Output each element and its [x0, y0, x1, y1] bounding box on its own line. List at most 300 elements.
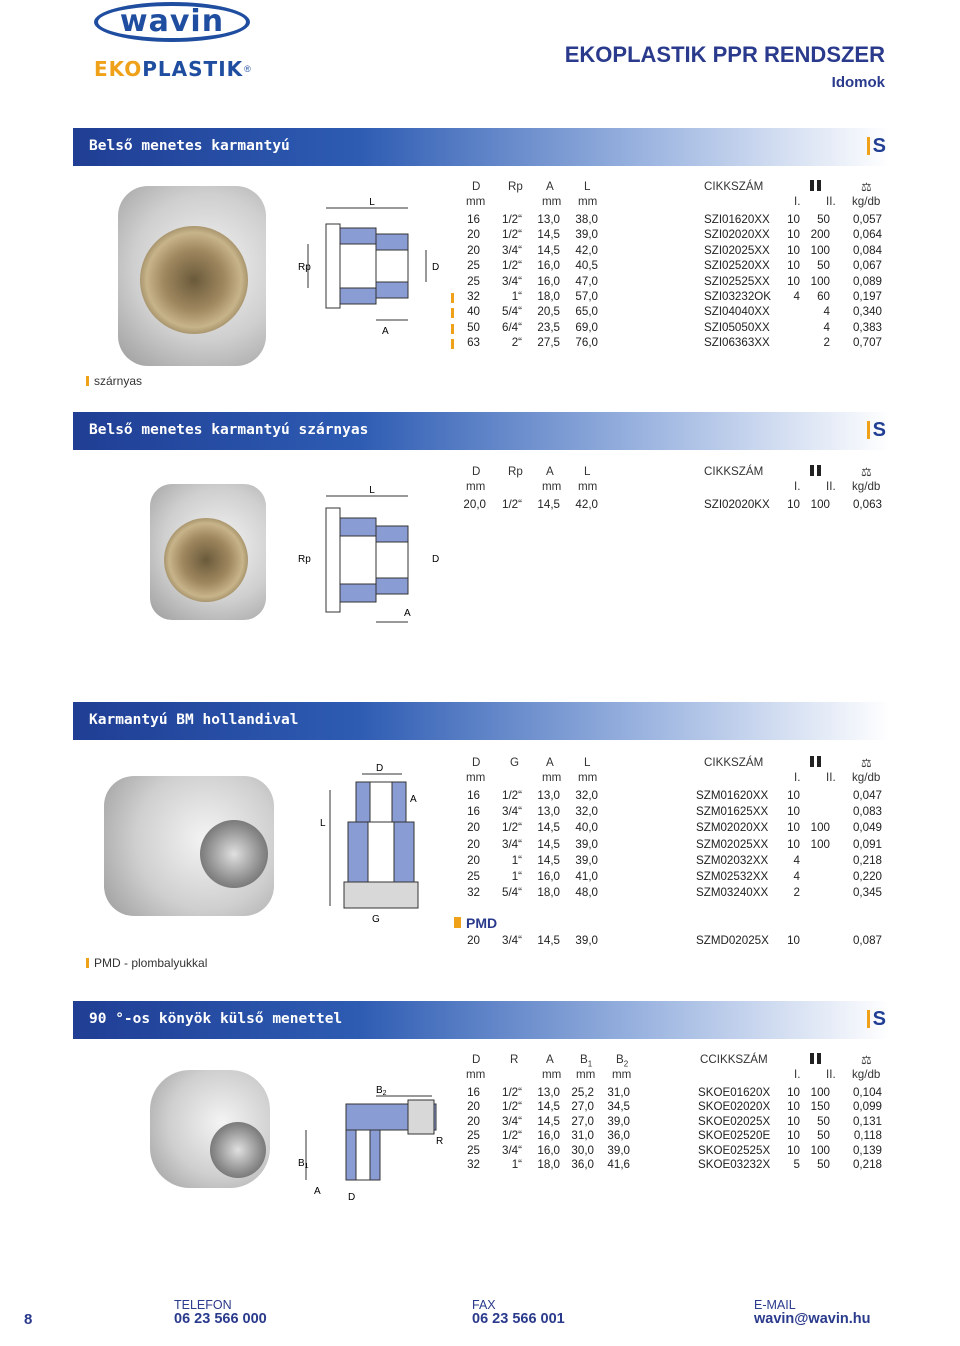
page-title: EKOPLASTIK PPR RENDSZER	[564, 42, 885, 67]
cell-rp: 1/2“	[502, 228, 522, 242]
product-photo-union-socket	[104, 776, 274, 916]
cell-a: 14,5	[537, 243, 560, 257]
logo-plastik-text: PLASTIK	[142, 57, 244, 81]
dim-label-a: A	[382, 326, 389, 337]
cell-l: 38,0	[575, 213, 598, 226]
cell-r: 1/2“	[502, 1086, 522, 1099]
package-gift-icon	[810, 180, 821, 194]
unit-mm: mm	[578, 771, 598, 784]
cell-p2: 100	[810, 274, 830, 288]
badge-tick-icon	[867, 421, 870, 439]
package-gift-icon	[810, 1053, 821, 1067]
cell-l: 40,5	[575, 259, 598, 273]
col-d-header: D	[472, 465, 481, 478]
table-row	[460, 290, 884, 305]
dim-label-l: L	[369, 485, 375, 496]
col-l-header: L	[584, 180, 591, 193]
cell-p2: 200	[810, 228, 830, 242]
col-pack1-header: I.	[794, 1068, 801, 1081]
cell-kg: 0,383	[852, 320, 882, 334]
cell-kg: 0,139	[852, 1143, 882, 1157]
dim-label-d: D	[432, 262, 440, 273]
cell-p2: 100	[810, 1143, 830, 1157]
table-row	[460, 870, 884, 885]
cell-p1: 10	[787, 821, 800, 835]
cell-kg: 0,197	[852, 290, 882, 303]
table-row	[460, 1158, 884, 1173]
cell-d: 25	[467, 259, 480, 273]
cell-code: SKOE03232X	[698, 1158, 771, 1171]
col-b2-header: $B_2$	[616, 1053, 629, 1069]
footer-phone: 06 23 566 000	[174, 1311, 267, 1327]
cell-p1: 10	[787, 1143, 800, 1157]
dim-label-g: G	[372, 914, 380, 925]
unit-mm: mm	[466, 480, 486, 493]
cell-code: SZM02020XX	[696, 821, 769, 835]
footer-fax-label: FAX	[472, 1298, 496, 1312]
cell-kg: 0,131	[852, 1114, 882, 1128]
col-code-header: CCIKKSZÁM	[700, 1053, 768, 1066]
cell-p1: 10	[787, 1114, 800, 1128]
col-g-header: G	[510, 756, 520, 769]
cell-a: 14,5	[537, 1100, 560, 1114]
cell-code: SZM03240XX	[696, 886, 769, 900]
cell-kg: 0,083	[852, 805, 882, 819]
unit-mm: mm	[578, 195, 598, 208]
pmd-subheading	[454, 915, 497, 931]
cell-l: 65,0	[575, 305, 598, 319]
col-l-header: L	[584, 465, 591, 478]
cell-p2: 150	[810, 1100, 830, 1114]
dim-label-b2: $B_2$	[376, 1085, 387, 1097]
cell-a: 18,0	[537, 1158, 560, 1171]
cell-p2: 50	[817, 213, 830, 226]
dim-label-r: R	[436, 1136, 444, 1147]
cell-d: 63	[467, 336, 480, 350]
cell-rp: 6/4“	[502, 320, 522, 334]
cell-l: 32,0	[575, 789, 598, 802]
cell-code: SKOE02520E	[698, 1129, 771, 1143]
technical-drawing-elbow	[296, 1082, 466, 1202]
col-pack1-header: I.	[794, 195, 801, 208]
cell-a: 14,5	[537, 934, 560, 947]
cell-d: 32	[467, 290, 480, 303]
cell-b2: 39,0	[607, 1114, 630, 1128]
table-row	[460, 1129, 884, 1144]
table-row	[460, 275, 884, 290]
col-pack2-header: II.	[826, 480, 836, 493]
cell-b1: 25,2	[571, 1086, 594, 1099]
badge-letter: S	[872, 135, 886, 157]
table-row	[460, 213, 884, 228]
table-row	[460, 244, 884, 259]
logo-eko-text: EKO	[94, 57, 143, 81]
cell-p1: 10	[787, 274, 800, 288]
col-b1-header: $B_1$	[580, 1053, 593, 1069]
cell-b2: 39,0	[607, 1143, 630, 1157]
cell-l: 39,0	[575, 934, 598, 947]
col-a-header: A	[546, 180, 554, 193]
cell-d: 25	[467, 1129, 480, 1143]
legend-marker-icon	[86, 376, 89, 386]
cell-kg: 0,089	[852, 274, 882, 288]
dim-label-a: A	[404, 608, 411, 619]
cell-d: 32	[467, 1158, 480, 1171]
cell-code: SZI03232OK	[704, 290, 772, 303]
cell-p1: 4	[793, 853, 800, 867]
cell-d: 16	[467, 1086, 480, 1099]
cell-p2: 50	[817, 1114, 830, 1128]
thread-hole	[140, 226, 248, 334]
cell-p2: 50	[817, 1158, 830, 1171]
cell-p1: 10	[787, 789, 800, 802]
cell-code: SZM01625XX	[696, 805, 769, 819]
table-row	[460, 934, 884, 949]
cell-d: 20	[467, 1100, 480, 1114]
col-a-header: A	[546, 756, 554, 769]
cell-code: SZI02525XX	[704, 274, 770, 288]
cell-p1: 10	[787, 498, 800, 511]
table-row	[460, 1086, 884, 1101]
package-gift-icon	[810, 756, 821, 770]
cell-kg: 0,220	[852, 870, 882, 883]
cell-code: SZM01620XX	[696, 789, 769, 802]
col-d-header: D	[472, 180, 481, 193]
footer-email[interactable]: wavin@wavin.hu	[754, 1311, 871, 1327]
cell-kg: 0,063	[852, 498, 882, 511]
cell-code: SZI02020XX	[704, 228, 770, 242]
cell-p1: 10	[787, 1100, 800, 1114]
cell-rp: 1/2“	[502, 259, 522, 273]
cell-b1: 27,0	[571, 1100, 594, 1114]
cell-a: 13,0	[537, 213, 560, 226]
wavin-logo	[94, 2, 250, 42]
cell-code: SKOE02020X	[698, 1100, 771, 1114]
table-header-row	[460, 756, 884, 771]
table-row	[460, 321, 884, 336]
table-units-row	[460, 771, 884, 786]
cell-code: SZI01620XX	[704, 213, 770, 226]
cell-code: SKOE02525X	[698, 1143, 771, 1157]
page-subtitle: Idomok	[831, 74, 885, 91]
cell-a: 20,5	[537, 305, 560, 319]
section-title: 90 °-os könyök külső menettel	[89, 1011, 343, 1027]
unit-mm: mm	[578, 480, 598, 493]
cell-g: 1/2“	[502, 821, 522, 835]
table-row	[460, 789, 884, 804]
cell-d: 25	[467, 1143, 480, 1157]
dim-label-d: D	[432, 554, 440, 565]
col-pack2-header: II.	[826, 1068, 836, 1081]
cell-d: 16	[467, 789, 480, 802]
cell-b2: 31,0	[607, 1086, 630, 1099]
cell-p1: 10	[787, 228, 800, 242]
cell-p1: 10	[787, 805, 800, 819]
cell-rp: 3/4“	[502, 274, 522, 288]
cell-b1: 30,0	[571, 1143, 594, 1157]
dim-label-rp: Rp	[298, 262, 311, 273]
legend-text: szárnyas	[94, 374, 143, 388]
table-header-row	[460, 465, 884, 480]
cell-g: 3/4“	[502, 805, 522, 819]
cell-code: SZI02020KX	[704, 498, 770, 511]
col-pack2-header: II.	[826, 771, 836, 784]
cell-d: 20	[467, 934, 480, 947]
pmd-marker-icon	[454, 917, 461, 928]
weight-scale-icon: ⚖	[861, 1053, 872, 1067]
cell-d: 16	[467, 805, 480, 819]
unit-mm: mm	[542, 480, 562, 493]
dim-label-l: L	[369, 197, 375, 208]
cell-d: 20	[467, 853, 480, 867]
legend-szarnyas	[86, 374, 142, 388]
cell-a: 16,0	[537, 274, 560, 288]
legend-marker-icon	[86, 958, 89, 968]
cell-p2: 2	[823, 336, 830, 350]
technical-drawing-union-socket	[318, 760, 442, 930]
cell-p1: 10	[787, 259, 800, 273]
cell-a: 16,0	[537, 1129, 560, 1143]
cell-p2: 4	[823, 305, 830, 319]
table-row	[460, 228, 884, 243]
table-row	[460, 886, 884, 901]
product-photo-winged-socket	[150, 484, 266, 620]
cell-l: 32,0	[575, 805, 598, 819]
cell-p2: 100	[810, 837, 830, 851]
table-row	[460, 305, 884, 320]
col-a-header: A	[546, 465, 554, 478]
unit-mm: mm	[576, 1068, 596, 1081]
section-title: Belső menetes karmantyú szárnyas	[89, 422, 369, 438]
cell-b2: 34,5	[607, 1100, 630, 1114]
section-title: Karmantyú BM hollandival	[89, 712, 299, 728]
cell-kg: 0,104	[852, 1086, 882, 1099]
cell-a: 14,5	[537, 837, 560, 851]
legend-pmd	[86, 956, 207, 970]
cell-p2: 60	[817, 290, 830, 303]
male-thread-end	[210, 1122, 266, 1178]
col-kg-header: kg/db	[852, 771, 881, 784]
cell-kg: 0,049	[852, 821, 882, 835]
cell-rp: 5/4“	[502, 305, 522, 319]
technical-drawing-winged-socket	[296, 482, 456, 638]
weight-scale-icon: ⚖	[861, 756, 872, 770]
cell-a: 14,5	[537, 853, 560, 867]
cell-r: 3/4“	[502, 1114, 522, 1128]
col-pack1-header: I.	[794, 771, 801, 784]
col-rp-header: Rp	[508, 180, 523, 193]
col-l-header: L	[584, 756, 591, 769]
brass-union-nut	[200, 820, 268, 888]
cell-a: 23,5	[537, 320, 560, 334]
cell-kg: 0,091	[852, 837, 882, 851]
cell-code: SKOE01620X	[698, 1086, 771, 1099]
col-code-header: CIKKSZÁM	[704, 180, 764, 193]
col-kg-header: kg/db	[852, 1068, 881, 1081]
cell-d: 20	[467, 1114, 480, 1128]
table-row	[460, 854, 884, 869]
col-code-header: CIKKSZÁM	[704, 465, 764, 478]
technical-drawing-socket	[296, 190, 456, 340]
table-row	[460, 805, 884, 820]
weight-scale-icon: ⚖	[861, 465, 872, 479]
cell-p2: 100	[810, 1086, 830, 1099]
unit-mm: mm	[612, 1068, 632, 1081]
dim-label-a: A	[314, 1186, 321, 1197]
table-header-row	[460, 180, 884, 195]
cell-d: 16	[467, 213, 480, 226]
cell-r: 1/2“	[502, 1129, 522, 1143]
col-kg-header: kg/db	[852, 195, 881, 208]
cell-kg: 0,345	[852, 886, 882, 900]
dim-label-a: A	[410, 794, 417, 805]
cell-code: SZI06363XX	[704, 336, 770, 350]
cell-b2: 41,6	[607, 1158, 630, 1171]
legend-text: PMD - plombalyukkal	[94, 956, 208, 970]
badge-tick-icon	[867, 137, 870, 155]
product-photo-socket	[118, 186, 266, 366]
weight-scale-icon: ⚖	[861, 180, 872, 194]
cell-b2: 36,0	[607, 1129, 630, 1143]
section-bar-hollandi	[73, 702, 890, 740]
cell-l: 42,0	[575, 243, 598, 257]
cell-l: 39,0	[575, 837, 598, 851]
page-number: 8	[24, 1311, 33, 1328]
cell-a: 14,5	[537, 821, 560, 835]
section-bar-szarnyas	[73, 412, 890, 450]
col-rp-header: Rp	[508, 465, 523, 478]
cell-p1: 5	[793, 1158, 800, 1171]
cell-code: SZI05050XX	[704, 320, 770, 334]
cell-kg: 0,084	[852, 243, 882, 257]
unit-mm: mm	[542, 195, 562, 208]
cell-a: 18,0	[537, 886, 560, 900]
table-header-row	[460, 1053, 884, 1068]
row-marker-icon	[451, 308, 454, 318]
package-gift-icon	[810, 465, 821, 479]
cell-d: 20	[467, 228, 480, 242]
cell-p2: 100	[810, 821, 830, 835]
cell-p1: 10	[787, 837, 800, 851]
col-pack1-header: I.	[794, 480, 801, 493]
col-kg-header: kg/db	[852, 480, 881, 493]
cell-rp: 1/2“	[502, 498, 522, 511]
table-row	[460, 1100, 884, 1115]
cell-kg: 0,218	[852, 1158, 882, 1171]
cell-a: 16,0	[537, 1143, 560, 1157]
table-row	[460, 1144, 884, 1159]
cell-l: 39,0	[575, 853, 598, 867]
cell-kg: 0,340	[852, 305, 882, 319]
cell-a: 16,0	[537, 259, 560, 273]
ekoplastik-logo	[94, 56, 251, 82]
cell-d: 32	[467, 886, 480, 900]
table-row	[460, 838, 884, 853]
cell-g: 5/4“	[502, 886, 522, 900]
section-bar-belso-menetes	[73, 128, 890, 166]
cell-code: SZM02025XX	[696, 837, 769, 851]
badge-tick-icon	[867, 1010, 870, 1028]
table-row	[460, 821, 884, 836]
cell-a: 16,0	[537, 870, 560, 883]
cell-l: 76,0	[575, 336, 598, 350]
cell-d: 20,0	[463, 498, 486, 511]
cell-d: 20	[467, 821, 480, 835]
cell-rp: 3/4“	[502, 243, 522, 257]
cell-d: 50	[467, 320, 480, 334]
s-badge	[867, 420, 886, 440]
cell-code: SZMD02025X	[696, 934, 769, 947]
cell-d: 20	[467, 837, 480, 851]
cell-kg: 0,064	[852, 228, 882, 242]
table-row	[460, 336, 884, 351]
cell-code: SZI02025XX	[704, 243, 770, 257]
cell-rp: 1“	[511, 290, 522, 303]
cell-d: 25	[467, 870, 480, 883]
cell-a: 14,5	[537, 1114, 560, 1128]
cell-p2: 100	[810, 498, 830, 511]
cell-p2: 50	[817, 1129, 830, 1143]
cell-kg: 0,067	[852, 259, 882, 273]
cell-d: 20	[467, 243, 480, 257]
cell-code: SZM02032XX	[696, 853, 769, 867]
cell-a: 14,5	[537, 228, 560, 242]
cell-kg: 0,099	[852, 1100, 882, 1114]
row-marker-icon	[451, 293, 454, 303]
cell-d: 25	[467, 274, 480, 288]
cell-b1: 31,0	[571, 1129, 594, 1143]
table-units-row	[460, 480, 884, 495]
col-pack2-header: II.	[826, 195, 836, 208]
product-photo-elbow	[150, 1070, 270, 1188]
cell-l: 69,0	[575, 320, 598, 334]
cell-l: 48,0	[575, 886, 598, 900]
cell-g: 1“	[511, 853, 522, 867]
pmd-title-text: PMD	[466, 915, 498, 931]
unit-mm: mm	[466, 195, 486, 208]
section-title: Belső menetes karmantyú	[89, 138, 290, 154]
unit-mm: mm	[466, 771, 486, 784]
cell-p1: 10	[787, 934, 800, 947]
cell-p1: 4	[793, 870, 800, 883]
table-row	[460, 498, 884, 513]
cell-p2: 4	[823, 320, 830, 334]
footer-phone-label: TELEFON	[174, 1298, 232, 1312]
logo-registered-mark: ®	[244, 64, 251, 74]
footer-fax: 06 23 566 001	[472, 1311, 565, 1327]
cell-r: 1“	[511, 1158, 522, 1171]
cell-kg: 0,047	[852, 789, 882, 802]
col-d-header: D	[472, 1053, 481, 1066]
badge-letter: S	[872, 419, 886, 441]
s-badge	[867, 136, 886, 156]
cell-p1: 10	[787, 1129, 800, 1143]
table-units-row	[460, 1068, 884, 1083]
badge-letter: S	[872, 1008, 886, 1030]
col-r-header: R	[510, 1053, 519, 1066]
cell-code: SZM02532XX	[696, 870, 769, 883]
cell-kg: 0,087	[852, 934, 882, 947]
cell-b1: 27,0	[571, 1114, 594, 1128]
cell-d: 40	[467, 305, 480, 319]
cell-p1: 10	[787, 1086, 800, 1099]
cell-r: 3/4“	[502, 1143, 522, 1157]
cell-b1: 36,0	[571, 1158, 594, 1171]
cell-rp: 2“	[511, 336, 522, 350]
cell-l: 42,0	[575, 498, 598, 511]
cell-kg: 0,057	[852, 213, 882, 226]
col-a-header: A	[546, 1053, 554, 1066]
